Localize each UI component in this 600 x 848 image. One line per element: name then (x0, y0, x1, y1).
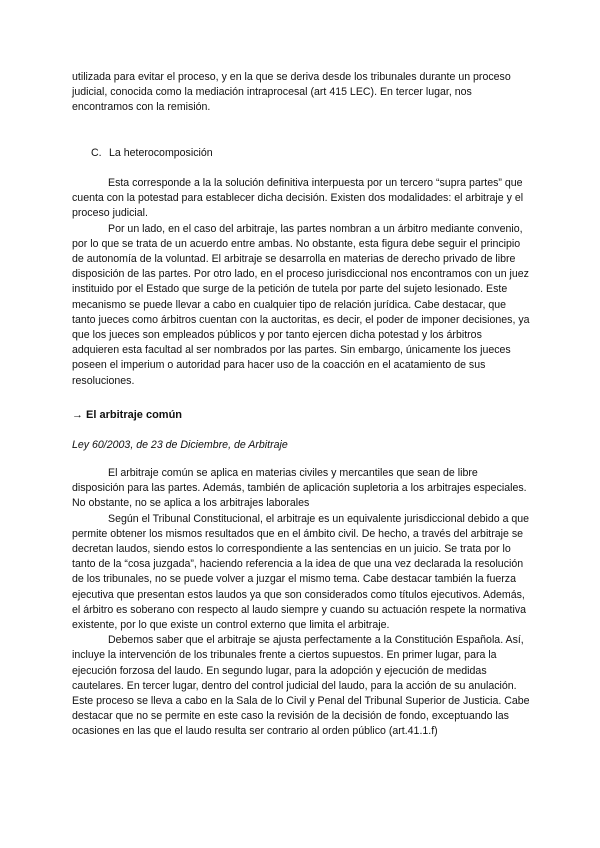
arbitraje-heading: → El arbitraje común (72, 409, 183, 421)
law-reference: Ley 60/2003, de 23 de Diciembre, de Arbitraje (72, 439, 288, 451)
arbitraje-paragraph-1: El arbitraje común se aplica en materias civiles y mercantiles que sean de libre disposición para las partes. Además, también de aplicación supletoria a los arbitrajes especiales. No obstante, no se aplica a los arbitrajes laborales (72, 467, 527, 510)
section-c-heading (91, 146, 213, 161)
section-letter: C. (91, 147, 102, 159)
intro-block (72, 70, 530, 116)
section-title: La heterocomposición (109, 147, 213, 159)
arbitraje-paragraph-3: Debemos saber que el arbitraje se ajusta perfectamente a la Constitución Española. Así, incluye la intervención de los tribunales frente a ciertos supuestos. En primer lugar, para la ejecución forzosa del laudo. En segundo lugar, para la adopción y ejecución de medidas cautelares. En tercer lugar, dentro del control judicial del laudo, para la acción de su anulación. Este proceso se lleva a cabo en la Sala de lo Civil y Penal del Tribunal Superior de Justicia. Cabe destacar que no se permite en este caso la revisión de la decisión de fondo, exceptuando las ocasiones en las que el laudo resulta ser contrario al orden público (art.41.1.f) (72, 634, 530, 738)
arbitraje-paragraph-2: Según el Tribunal Constitucional, el arbitraje es un equivalente jurisdiccional debido a que permite obtener los mismos resultados que en el ámbito civil. De hecho, a través del arbitraje se decretan laudos, siendo estos lo correspondiente a las sentencias en un juicio. Se trata por lo tanto de la “cosa juzgada”, haciendo referencia a la idea de que una vez declarada la resolución de los tribunales, no se puede volver a juzgar el mismo tema. Cabe destacar también la fuerza ejecutiva que presentan estos laudos ya que son considerados como títulos ejecutivos. Además, el árbitro es soberano con respecto al laudo siempre y cuando su actuación respete la normativa existente, por lo que existe un control externo que limita el arbitraje. (72, 512, 530, 632)
arbitraje-body (72, 466, 530, 740)
heterocomposicion-paragraph-2: Por un lado, en el caso del arbitraje, las partes nombran a un árbitro mediante convenio, por lo que se trata de un acuerdo entre ambas. No obstante, esta figura debe seguir el principio de autonomía de la voluntad. El arbitraje se desarrolla en materias de derecho privado de libre disposición de las partes. Por otro lado, en el proceso jurisdiccional nos encontramos con un juez instituido por el Estado que surge de la petición de tutela por parte del sujeto lesionado. Este mecanismo se puede llevar a cabo en cualquier tipo de relación jurídica. Cabe destacar, que tanto jueces como árbitros cuentan con la auctoritas, es decir, el poder de imponer decisiones, ya que los jueces son empleados públicos y por tanto ejercen dicha potestad y los árbitros adquieren esta facultad al ser nombrados por las partes. Sin embargo, únicamente los jueces poseen el imperium o autoridad para hacer uso de la coacción en el acatamiento de sus resoluciones. (72, 222, 530, 387)
heterocomposicion-paragraph-1: Esta corresponde a la la solución definitiva interpuesta por un tercero “supra partes” que cuenta con la potestad para establecer dicha decisión. Existen dos modalidades: el arbitraje y el proceso judicial. (72, 177, 524, 220)
section-c-body (72, 176, 530, 389)
intro-paragraph: utilizada para evitar el proceso, y en la que se deriva desde los tribunales durante un proceso judicial, conocida como la mediación intraprocesal (art 415 LEC). En tercer lugar, nos encontramos con la remisión. (72, 71, 511, 114)
